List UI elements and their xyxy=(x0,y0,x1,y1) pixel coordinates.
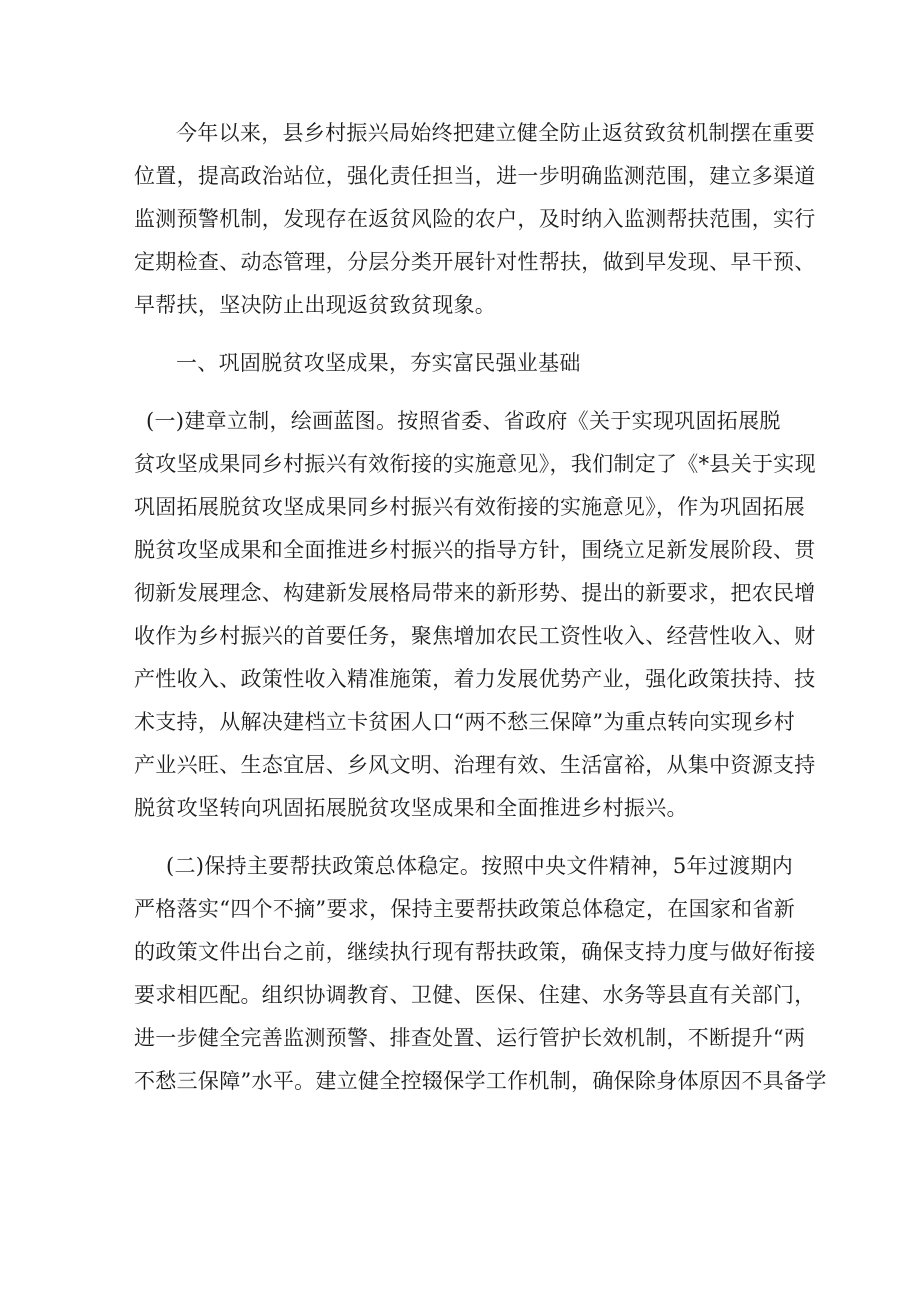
paragraph-line: 术支持，从解决建档立卡贫困人口“两不愁三保障”为重点转向实现乡村 xyxy=(134,710,796,734)
paragraph-line: 脱贫攻坚成果和全面推进乡村振兴的指导方针，围绕立足新发展阶段、贯 xyxy=(134,538,816,562)
paragraph-line: 进一步健全完善监测预警、排查处置、运行管护长效机制，不断提升“两 xyxy=(134,1026,806,1050)
paragraph-line: 贫攻坚成果同乡村振兴有效衔接的实施意见》，我们制定了《*县关于实现 xyxy=(134,452,816,476)
paragraph-line: 不愁三保障”水平。建立健全控辍保学工作机制，确保除身体原因不具备学 xyxy=(134,1069,827,1093)
paragraph-line: 严格落实“四个不摘”要求，保持主要帮扶政策总体稳定，在国家和省新 xyxy=(134,897,796,921)
paragraph-line: 早帮扶，坚决防止出现返贫致贫现象。 xyxy=(134,293,497,317)
paragraph-line: 的政策文件出台之前，继续执行现有帮扶政策，确保支持力度与做好衔接 xyxy=(134,940,816,964)
paragraph-line: 收作为乡村振兴的首要任务，聚焦增加农民工资性收入、经营性收入、财 xyxy=(134,624,816,648)
paragraph-line: 监测预警机制，发现存在返贫风险的农户，及时纳入监测帮扶范围，实行 xyxy=(134,207,816,231)
paragraph-line: 彻新发展理念、构建新发展格局带来的新形势、提出的新要求，把农民增 xyxy=(134,581,816,605)
paragraph-line: 位置，提高政治站位，强化责任担当，进一步明确监测范围，建立多渠道 xyxy=(134,164,816,188)
paragraph-line: 产性收入、政策性收入精准施策，着力发展优势产业，强化政策扶持、技 xyxy=(134,667,816,691)
paragraph-line: (二)保持主要帮扶政策总体稳定。按照中央文件精神，5年过渡期内 xyxy=(166,854,794,878)
paragraph-line: 产业兴旺、生态宜居、乡风文明、治理有效、生活富裕，从集中资源支持 xyxy=(134,753,816,777)
paragraph-line: 巩固拓展脱贫攻坚成果同乡村振兴有效衔接的实施意见》，作为巩固拓展 xyxy=(134,495,806,519)
paragraph-line: 今年以来，县乡村振兴局始终把建立健全防止返贫致贫机制摆在重要 xyxy=(176,121,815,145)
paragraph-line: 定期检查、动态管理，分层分类开展针对性帮扶，做到早发现、早干预、 xyxy=(134,250,816,274)
paragraph-line: 要求相匹配。组织协调教育、卫健、医保、住建、水务等县直有关部门， xyxy=(134,983,816,1007)
paragraph-line: 脱贫攻坚转向巩固拓展脱贫攻坚成果和全面推进乡村振兴。 xyxy=(134,796,688,820)
section-heading: 一、巩固脱贫攻坚成果，夯实富民强业基础 xyxy=(176,351,581,375)
paragraph-line: (一)建章立制，绘画蓝图。按照省委、省政府《关于实现巩固拓展脱 xyxy=(146,409,781,433)
